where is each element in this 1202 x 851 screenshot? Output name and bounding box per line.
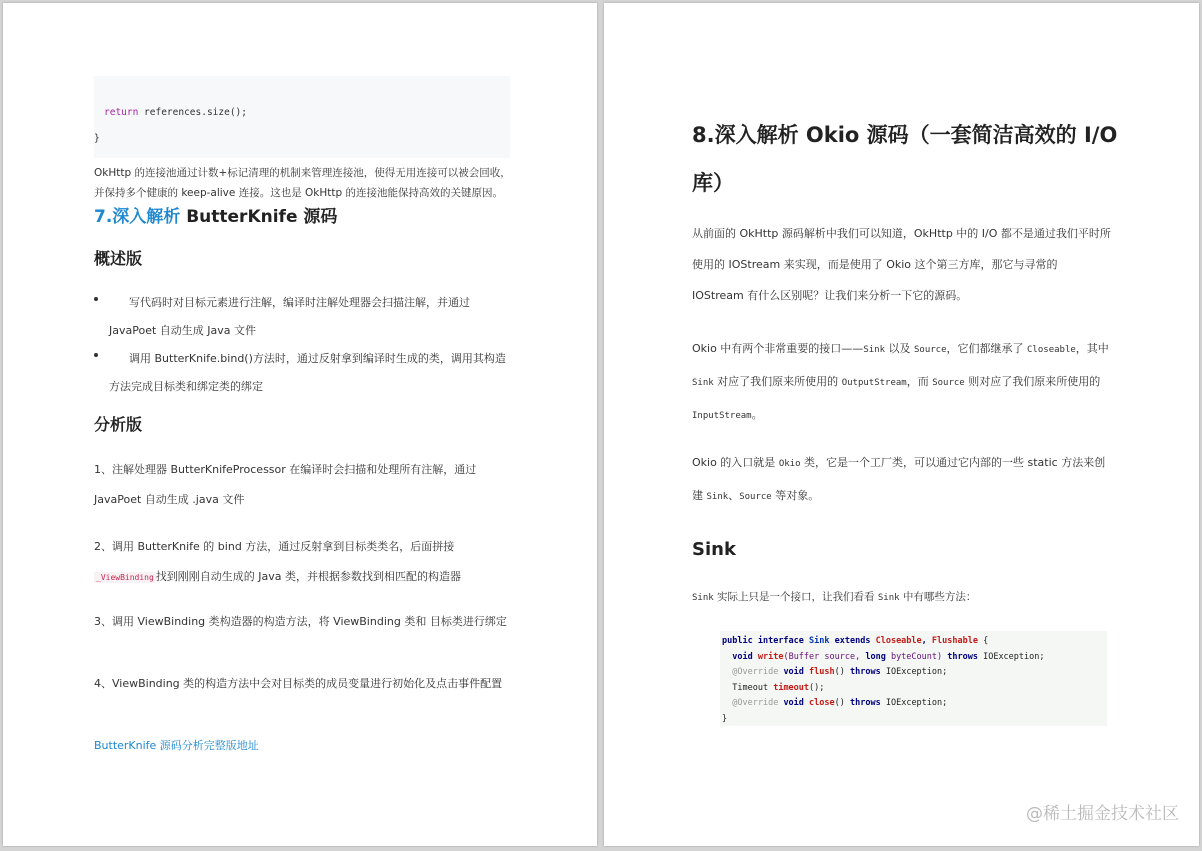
section-8-heading: 8.深入解析 Okio 源码（一套简洁高效的 I/O 库） [692,123,1118,195]
code-line: @Override void close() throws IOException; [732,698,948,708]
analysis-step-1: 1、注解处理器 ButterKnifeProcessor 在编译时会扫描和处理所有注解，通过 JavaPoet 自动生成 .java 文件 [94,463,477,506]
bullet-dot [94,353,98,357]
code-line: void write(Buffer source, long byteCount) throws IOException; [732,651,1045,662]
watermark: @稀土掘金技术社区 [1026,804,1179,824]
okio-interfaces-paragraph: Okio 中有两个非常重要的接口——Sink 以及 Source，它们都继承了 Closeable，其中 Sink 对应了我们原来所使用的 OutputStream，而 Source 则对应了我们原来所使用的 InputStream。 [692,342,1109,421]
document-page-right [604,3,1199,846]
inline-code: _ViewBinding [96,573,154,582]
butterknife-source-link[interactable]: ButterKnife 源码分析完整版地址 [94,739,259,752]
code-line: } [94,133,100,144]
connection-pool-summary: OkHttp 的连接池通过计数+标记清理的机制来管理连接池，使得无用连接可以被会回收，并保持多个健康的 keep-alive 连接。这也是 OkHttp 的连接池能保持高效的关键原因。 [94,167,511,199]
code-line: } [722,713,728,724]
analysis-heading: 分析版 [94,415,143,434]
code-line: Timeout timeout(); [732,682,825,693]
code-line: @Override void flush() throws IOException; [732,667,948,677]
code-line: public interface Sink extends Closeable, Flushable { [722,636,989,646]
sink-heading: Sink [692,539,736,560]
code-block-references [94,76,510,158]
analysis-step-3: 3、调用 ViewBinding 类构造器的构造方法，将 ViewBinding 类和 目标类进行绑定 [94,615,507,628]
overview-heading: 概述版 [94,249,143,268]
code-block-sink-interface [720,631,1107,726]
sink-description: Sink 实际上只是一个接口，让我们看看 Sink 中有哪些方法： [692,591,977,603]
document-page-left [3,3,597,846]
analysis-step-2: 2、调用 ButterKnife 的 bind 方法，通过反射拿到目标类类名，后面拼接 _ViewBinding 找到刚刚自动生成的 Java 类，并根据参数找到相匹配的构造器 [94,540,462,583]
okio-intro-paragraph: 从前面的 OkHttp 源码解析中我们可以知道，OkHttp 中的 I/O 都不是通过我们平时所使用的 IOStream 来实现，而是使用了 Okio 这个第三方库，那它与寻常的 IOStream 有什么区别呢？让我们来分析一下它的源码。 [692,227,1111,302]
okio-entry-paragraph: Okio 的入口就是 Okio 类，它是一个工厂类，可以通过它内部的一些 static 方法来创建 Sink、Source 等对象。 [692,456,1106,502]
analysis-step-4: 4、ViewBinding 类的构造方法中会对目标类的成员变量进行初始化及点击事件配置 [94,677,503,690]
list-item: 调用 ButterKnife.bind()方法时，通过反射拿到编译时生成的类，调用其构造方法完成目标类和绑定类的绑定 [94,345,514,405]
section-7-heading: 7.深入解析 ButterKnife 源码 [94,207,338,227]
list-item: 写代码时对目标元素进行注解，编译时注解处理器会扫描注解，并通过 JavaPoet 自动生成 Java 文件 [94,289,514,349]
bullet-dot [94,297,98,301]
code-line: return references.size(); [104,107,247,118]
